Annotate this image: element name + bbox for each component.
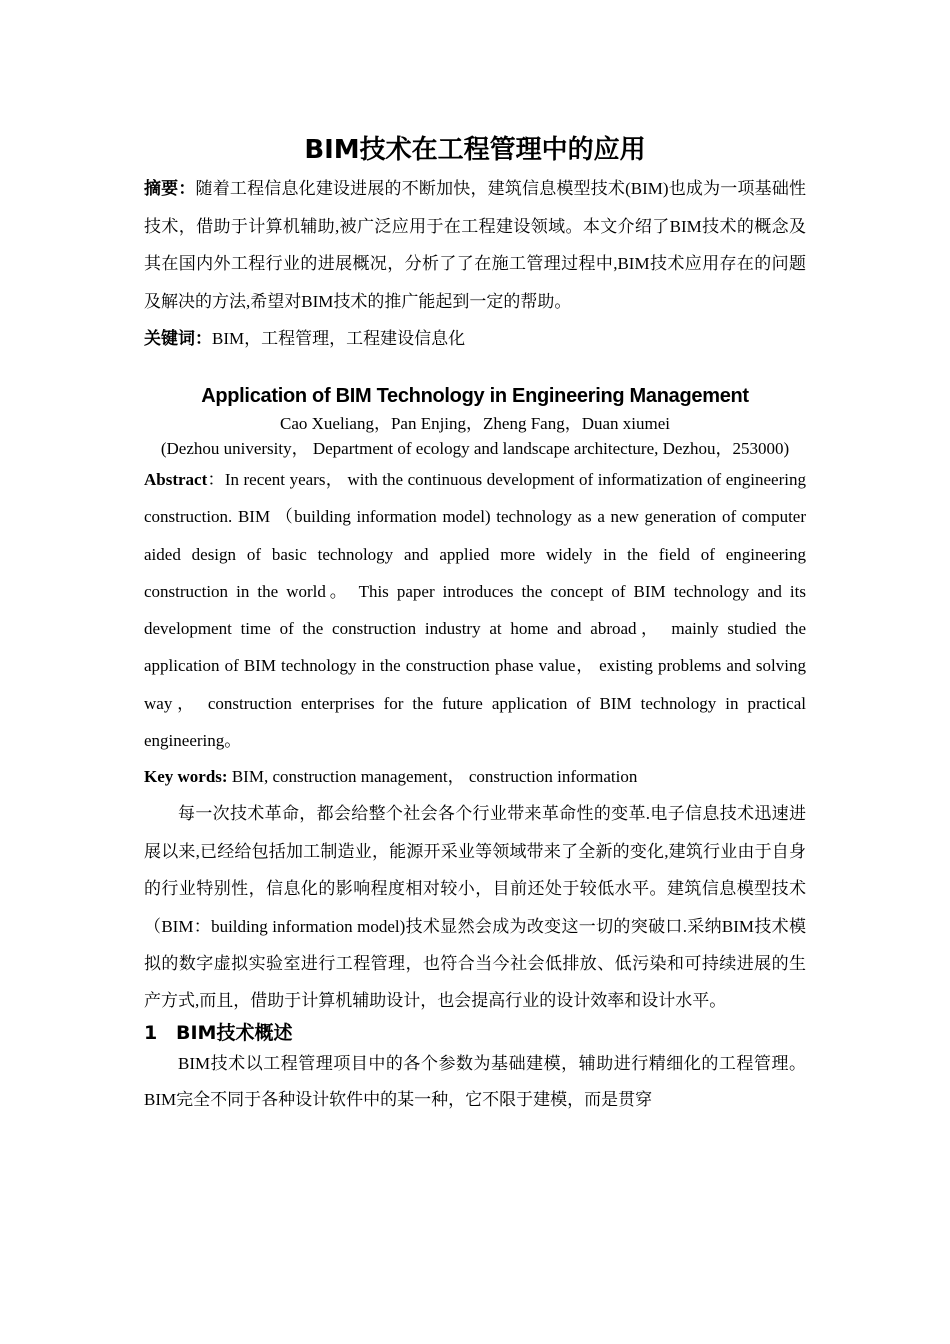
section-heading bbox=[144, 1020, 806, 1046]
document-content bbox=[144, 130, 806, 1118]
authors: Cao Xueliang，Pan Enjing，Zheng Fang，Duan xiumei bbox=[280, 414, 670, 433]
keywords-chinese bbox=[144, 320, 806, 357]
abstract-chinese-text: 随着工程信息化建设进展的不断加快，建筑信息模型技术(BIM)也成为一项基础性技术，借助于计算机辅助,被广泛应用于在工程建设领域。本文介绍了BIM技术的概念及其在国内外工程行业的进展概况，分析了了在施工管理过程中,BIM技术应用存在的问题及解决的方法,希望对BIM技术的推广能起到一定的帮助。 bbox=[144, 179, 806, 311]
keywords-chinese-label: 关键词： bbox=[144, 329, 212, 348]
section-paragraph: BIM技术以工程管理项目中的各个参数为基础建模，辅助进行精细化的工程管理。BIM完全不同于各种设计软件中的某一种，它不限于建模，而是贯穿 bbox=[144, 1053, 806, 1109]
intro-paragraph: 每一次技术革命，都会给整个社会各个行业带来革命性的变革.电子信息技术迅速进展以来,已经给包括加工制造业，能源开采业等领域带来了全新的变化,建筑行业由于自身的行业特别性，信息化的影响程度相对较小，目前还处于较低水平。建筑信息模型技术（BIM：building information model)技术显然会成为改变这一切的突破口.采纳BIM技术模拟的数字虚拟实验室进行工程管理，也符合当今社会低排放、低污染和可持续进展的生产方式,而且，借助于计算机辅助设计，也会提高行业的设计效率和设计水平。 bbox=[144, 804, 806, 1011]
abstract-english bbox=[144, 461, 806, 759]
section-title: BIM技术概述 bbox=[176, 1021, 293, 1044]
paper-title-english: Application of BIM Technology in Engineering Management bbox=[201, 385, 749, 407]
keywords-chinese-text: BIM，工程管理，工程建设信息化 bbox=[212, 329, 466, 348]
abstract-english-text: ：In recent years， with the continuous development of informatization of engineering construction. BIM （building information model) technology as a new generation of computer aided design of basic technology and applied more widely in the field of engineering construction in the world。 This paper introduces the concept of BIM technology and its development time of the construction industry at home and abroad， mainly studied the application of BIM technology in the construction phase value， existing problems and solving way， construction enterprises for the future application of BIM technology in practical engineering。 bbox=[144, 470, 806, 751]
paper-title-chinese: BIM技术在工程管理中的应用 bbox=[304, 135, 646, 165]
keywords-english-text: BIM, construction management， construction information bbox=[227, 767, 638, 787]
abstract-chinese bbox=[144, 170, 806, 320]
keywords-english bbox=[144, 759, 806, 795]
affiliation: (Dezhou university， Department of ecology and landscape architecture, Dezhou，253000) bbox=[160, 439, 790, 458]
keywords-english-label: Key words: bbox=[144, 767, 228, 787]
abstract-chinese-label: 摘要： bbox=[144, 179, 196, 198]
abstract-english-label: Abstract bbox=[144, 470, 208, 489]
section-number: 1 bbox=[144, 1021, 158, 1044]
